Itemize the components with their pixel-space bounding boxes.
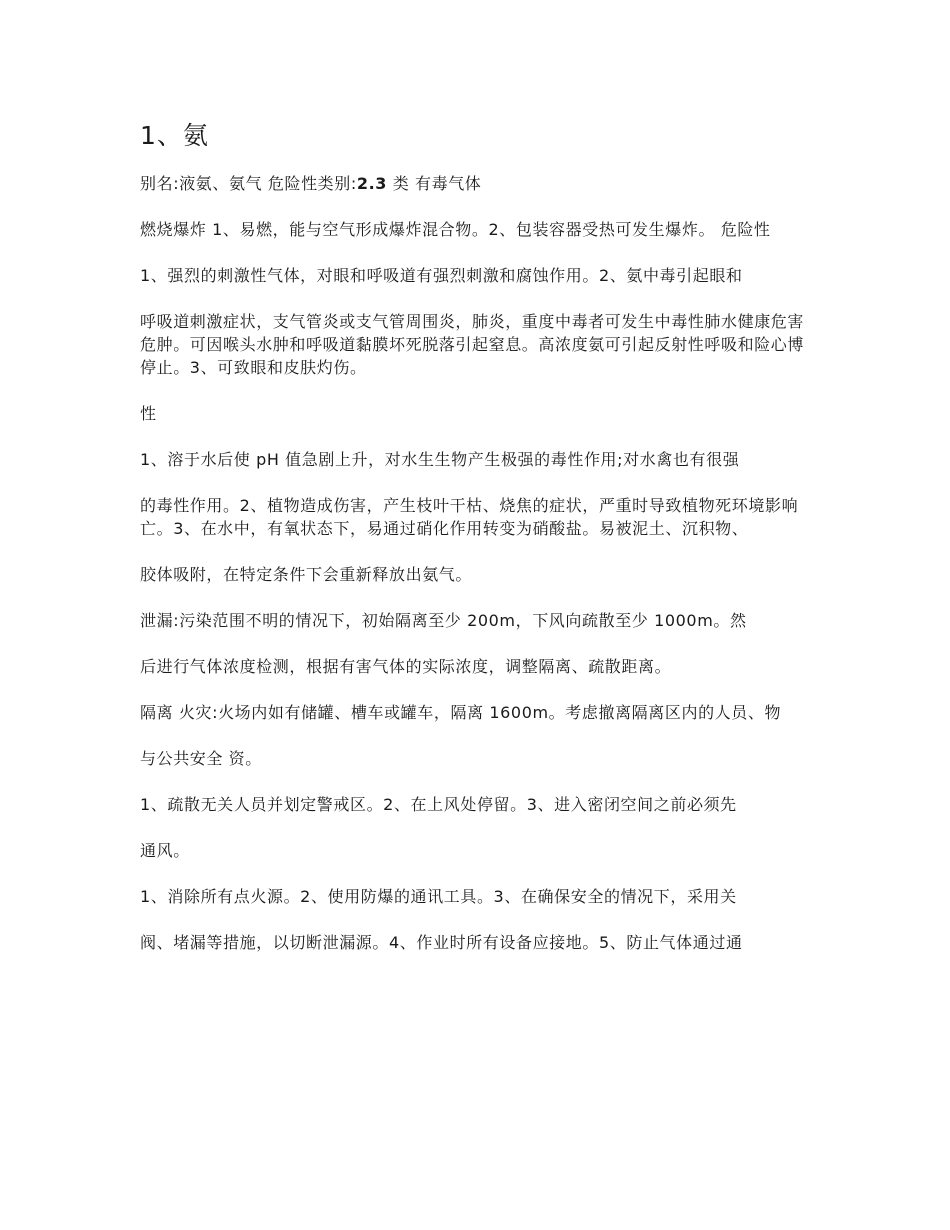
paragraph-irritation: 1、强烈的刺激性气体，对眼和呼吸道有强烈刺激和腐蚀作用。2、氨中毒引起眼和: [140, 266, 743, 285]
alias-suffix: 类 有毒气体: [387, 174, 482, 193]
paragraph-evacuation: 1、疏散无关人员并划定警戒区。2、在上风处停留。3、进入密闭空间之前必须先: [140, 795, 737, 814]
document-content: [140, 118, 820, 977]
paragraph-water-toxicity: 1、溶于水后使 pH 值急剧上升，对水生生物产生极强的毒性作用;对水禽也有很强: [140, 450, 740, 469]
paragraph-combustion: 燃烧爆炸 1、易燃，能与空气形成爆炸混合物。2、包装容器受热可发生爆炸。 危险性: [140, 220, 771, 239]
document-title: 1、氨: [140, 121, 209, 150]
paragraph-fire-isolation: 隔离 火灾:火场内如有储罐、槽车或罐车，隔离 1600m。考虑撤离隔离区内的人员、物: [140, 703, 782, 722]
alias-line: [140, 172, 820, 195]
paragraph-label-property: 性: [140, 404, 157, 423]
paragraph-ventilation: 通风。: [140, 841, 190, 860]
paragraph-environmental-impact: 的毒性作用。2、植物造成伤害，产生枝叶干枯、烧焦的症状，严重时导致植物死环境影响 亡。3、在水中，有氧状态下，易通过硝化作用转变为硝酸盐。易被泥土、沉积物、: [140, 496, 799, 538]
paragraph-ignition-sources: 1、消除所有点火源。2、使用防爆的通讯工具。3、在确保安全的情况下，采用关: [140, 887, 737, 906]
hazard-class-number: 2.3: [356, 174, 388, 193]
alias-prefix: 别名:液氨、氨气 危险性类别:: [140, 174, 357, 193]
paragraph-leak-source-cutoff: 阀、堵漏等措施，以切断泄漏源。4、作业时所有设备应接地。5、防止气体通过通: [140, 933, 743, 952]
paragraph-public-safety: 与公共安全 资。: [140, 749, 262, 768]
paragraph-concentration-detection: 后进行气体浓度检测，根据有害气体的实际浓度，调整隔离、疏散距离。: [140, 657, 672, 676]
paragraph-leak-isolation: 泄漏:污染范围不明的情况下，初始隔离至少 200m，下风向疏散至少 1000m。然: [140, 611, 747, 630]
paragraph-colloid-adsorption: 胶体吸附，在特定条件下会重新释放出氨气。: [140, 565, 473, 584]
paragraph-health-hazard: 呼吸道刺激症状，支气管炎或支气管周围炎，肺炎，重度中毒者可发生中毒性肺水健康危害 危肿。可因喉头水肿和呼吸道黏膜坏死脱落引起窒息。高浓度氨可引起反射性呼吸和险心博停止。3、可致眼和皮肤灼伤。: [140, 312, 805, 377]
